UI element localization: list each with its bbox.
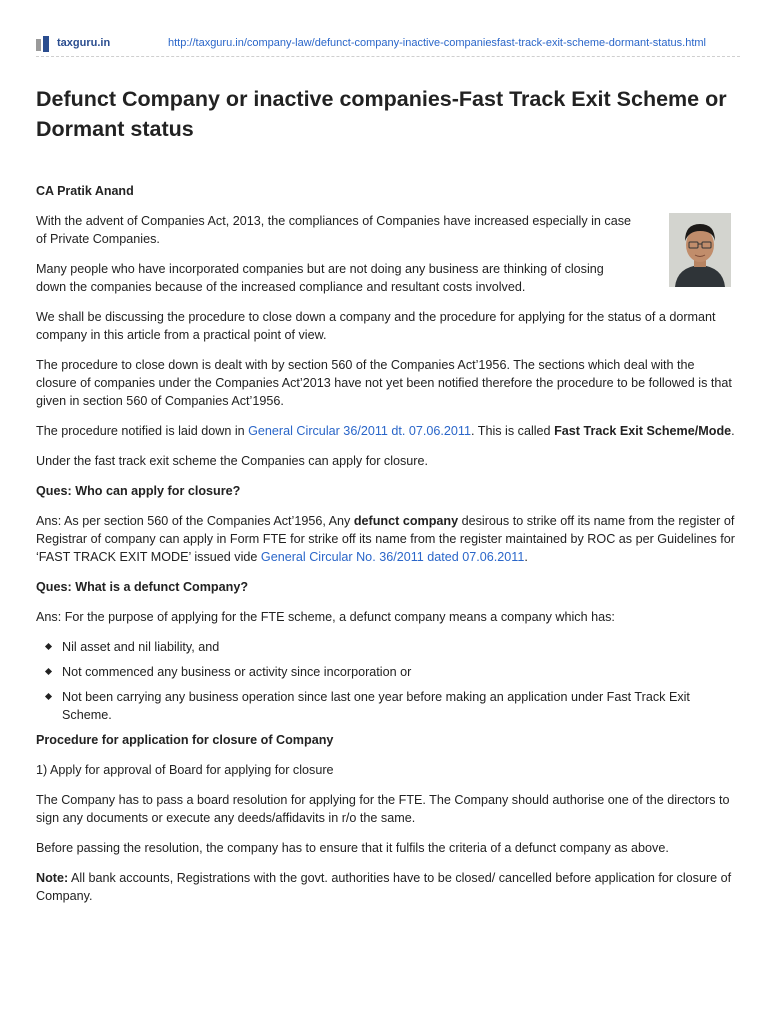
defunct-criteria-list (36, 638, 736, 724)
procedure-step-1: 1) Apply for approval of Board for applying for closure (36, 763, 334, 777)
bullet-icon (45, 693, 52, 700)
paragraph-criteria-check: Before passing the resolution, the company has to ensure that it fulfils the criteria of a defunct company as above. (36, 841, 669, 855)
question-defunct-company: Ques: What is a defunct Company? (36, 580, 249, 594)
list-item: Nil asset and nil liability, and (36, 638, 722, 656)
list-item: Not commenced any business or activity since incorporation or (36, 663, 722, 681)
list-item: Not been carrying any business operation since last one year before making an application under Fast Track Exit Scheme. (36, 688, 722, 724)
circular-link-2[interactable]: General Circular No. 36/2011 dated 07.06.2011 (260, 550, 525, 564)
paragraph-section-560: The procedure to close down is dealt with by section 560 of the Companies Act’1956. The sections which deal with the closure of companies under the Companies Act’2013 have not yet been notified therefore the procedure to be followed is that given in section 560 of Companies Act’1956. (36, 358, 732, 408)
paragraph-intro: With the advent of Companies Act, 2013, the compliances of Companies have increased especially in case of Private Companies. (36, 214, 632, 246)
page-header (36, 34, 740, 57)
question-who-can-apply: Ques: Who can apply for closure? (36, 484, 241, 498)
article-title: Defunct Company or inactive companies-Fast Track Exit Scheme or Dormant status (36, 87, 727, 141)
paragraph-scope: We shall be discussing the procedure to close down a company and the procedure for applying for the status of a dormant company in this article from a practical point of view. (36, 310, 716, 342)
paragraph-fte-closure: Under the fast track exit scheme the Companies can apply for closure. (36, 454, 428, 468)
author-name: CA Pratik Anand (36, 184, 134, 198)
taxguru-logo-icon[interactable] (36, 36, 51, 52)
bullet-icon (45, 668, 52, 675)
paragraph-board-resolution: The Company has to pass a board resolution for applying for the FTE. The Company should authorise one of the directors to sign any documents or execute any deeds/affidavits in r/o the same. (36, 793, 730, 825)
site-name-link[interactable]: taxguru.in (57, 37, 111, 49)
page-url-link[interactable]: http://taxguru.in/company-law/defunct-company-inactive-companiesfast-track-exit-scheme-dormant-status.html (168, 37, 706, 49)
paragraph-note: Note: All bank accounts, Registrations with the govt. authorities have to be closed/ cancelled before application for closure of Company. (36, 871, 732, 903)
circular-link[interactable]: General Circular 36/2011 dt. 07.06.2011 (248, 424, 471, 438)
article-body (36, 84, 736, 905)
paragraph-closing-reason: Many people who have incorporated companies but are not doing any business are thinking of closing down the companies because of the increased compliance and resultant costs involved. (36, 262, 604, 294)
note-label: Note: (36, 871, 69, 885)
paragraph-circular: The procedure notified is laid down in General Circular 36/2011 dt. 07.06.2011. This is called Fast Track Exit Scheme/Mode. (36, 424, 735, 438)
answer-who-can-apply: Ans: As per section 560 of the Companies Act’1956, Any defunct company desirous to strike off its name from the register of Registrar of company can apply in Form FTE for strike off its name from the register maintained by ROC as per Guidelines for ‘FAST TRACK EXIT MODE’ issued vide General Circular No. 36/2011 dated 07.06.2011. (36, 514, 735, 564)
bullet-icon (45, 643, 52, 650)
heading-procedure: Procedure for application for closure of Company (36, 733, 334, 747)
answer-defunct-company: Ans: For the purpose of applying for the FTE scheme, a defunct company means a company which has: (36, 610, 615, 624)
